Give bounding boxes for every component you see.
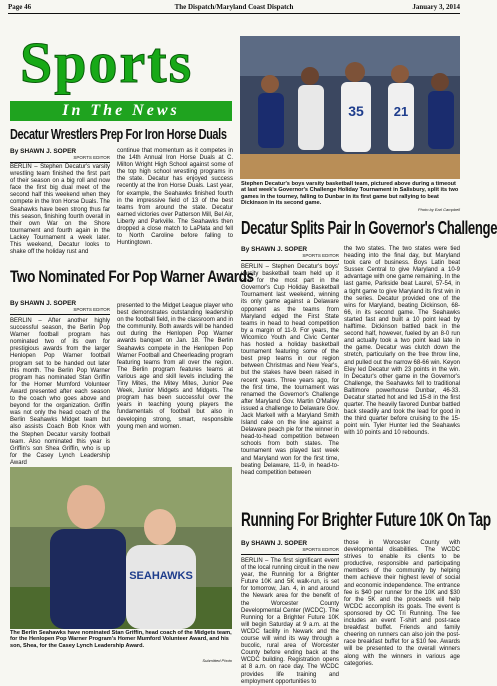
article-headline: Decatur Splits Pair In Governor's Challenge bbox=[241, 218, 497, 238]
football-photo bbox=[10, 467, 232, 629]
article-column: BERLIN – The first significant event of the local running circuit in the new year, the Running for a Brighter Future 10K and 5K walk-run, is set for tomorrow, Jan. 4, in and around the Newark area for the benefit of the Worcester County Developmental Center (WCDC). The Running for a Brighter Future 10K will begin Saturday at 9 a.m. at the WCDC facility in Newark and the course will wind its way through a bucolic, rural area of Worcester County before ending back at the WCDC building. Registration opens at 8 a.m. on race day. The WCDC provides life training and employment opportunities to bbox=[241, 558, 339, 685]
byline-role: SPORTS EDITOR bbox=[302, 547, 339, 552]
article-byline bbox=[241, 540, 339, 554]
jersey-number: 35 bbox=[348, 103, 364, 119]
photo-credit: Photo by Earl Campbell bbox=[417, 207, 460, 212]
article-column: continue that momentum as it competes in the 14th Annual Iron Horse Duals at C. Milton Wright High School against some of the top high school wrestling programs in the state. Decatur has enjoyed success recently at the Iron Horse Duals. Last year, for example, the Seahawks finished fourth in the impressive field of 13 of the best teams from around the state. Decatur earned victories over Patterson Mill, Bel Air, Liberty and Parkville. The Seahawks then dropped a close match to LaPlata and fell to North Caroline before falling to Huntingtown. bbox=[117, 148, 233, 247]
football-photo-image bbox=[10, 467, 232, 629]
article-column: presented to the Midget League player who best demonstrates outstanding leadership on the football field, in the classroom and in the community. Both awards will be handed out during the Henlopen Pop Warner awards banquet on Jan. 18. The Berlin Seahawks compete in the Henlopen Pop Warner Football and Cheerleading program featuring teams from all over the region. The Berlin program features teams at various age and skill levels including the Tiny Mites, the Mitey Mites, Junior Pee Week, Junior Midgets and Midgets. The program has been successful over the years in teaching young players the fundamentals of football but also in developing strong, smart, responsible young men and women. bbox=[117, 303, 233, 430]
jersey-text: SEAHAWKS bbox=[129, 570, 193, 582]
byline-author: By SHAWN J. SOPER bbox=[241, 540, 308, 547]
article-byline bbox=[10, 300, 110, 314]
article-column: the two states. The two states were tied heading into the final day, but Maryland took care of business. Boys Latin beat Sussex Central to give Maryland a 10-9 advantage with one game remaining. In the last game, Parkside beat Laurel, 57-54, in a tight game to give Maryland its first win in the series. Decatur provided one of the wins for Maryland, beating Dickinson, 68-66, in its second game. The Seahawks started fast and built a 10 point lead by halftime. Dickinson battled back in the second half, however, fueled by an 8-0 run and actually took a two point lead late in the game. Decatur was clutch down the stretch, particularly on the free throw line, and pulled out the narrow 68-66 win. Keyon Eley led Decatur with 23 points in the win. In Decatur's other game in the Governor's Challenge, the Seahawks fell to traditional Baltimore powerhouse Dunbar, 46-33. Decatur started hot and led 15-8 in the first quarter. The heavily favored Dunbar battled back steadily and took the lead for good in the third quarter before cruising to the 15-point win. Tyler Hunter led the Seahawks with 10 points and 10 rebounds. bbox=[344, 246, 460, 437]
article-headline: Decatur Wrestlers Prep For Iron Horse Duals bbox=[10, 126, 227, 143]
page-header bbox=[8, 3, 460, 13]
byline-role: SPORTS EDITOR bbox=[73, 155, 110, 160]
article-headline: Running For Brighter Future 10K On Tap bbox=[241, 510, 491, 531]
article-column: BERLIN – Stephen Decatur's varsity wrestling team finished the first part of their season on a big roll and now face the first big dual meet of the second half this weekend when they compete in the Iron Horse Duals. The Seahawks have been strong thus far this season, finishing fourth overall in their own War on the Shore tournament and fourth again in the Lackey Tournament a week later. This weekend, Decatur looks to shake off the holiday rust and bbox=[10, 164, 110, 256]
article-column: BERLIN – After another highly successful season, the Berlin Pop Warner football program has nominated two of its own for prestigious awards from the larger Henlopen Pop Warner football program set to be handed out later this month. The Berlin Pop Warner program has nominated Stan Griffin for the Homer Mumford Volunteer Award presented after each season to the coach who goes above and beyond for the organization. Griffin was not only the head coach of the Berlin Seahawks Midget team but also assists Coach Bob Knox with the Stephen Decatur varsity football team. Also nominated this year is Griffin's son Shea Griffin, who is up for the Casey Lynch Leadership Award bbox=[10, 318, 110, 466]
byline-role: SPORTS EDITOR bbox=[302, 253, 339, 258]
article-column: BERLIN – Stephen Decatur's boys' varsity basketball team held up it end for the most part in the Governor's Cup Holiday Basketball Tournament last weekend, winning its only game against a Delaware opponent as the teams from Maryland edged the First State teams in head to head competition by a margin of 11-9. For years, the Wicomico Youth and Civic Center has hosted a holiday basketball tournament featuring some of the best prep teams in our region between Christmas and New Year's, but the stakes have been raised in recent years. Three years ago, for the first time, the tournament was renamed the Governor's Challenge after Maryland Gov. Martin O'Malley issued a challenge to Delaware Gov. Jack Markell with a Maryland Smith Island cake on the line against a Delaware peach pie for the winner in head-to-head competition between schools from both states. The tournament was played last week and Maryland won for the first time, beating Delaware, 11-9, in head-to-head competition between bbox=[241, 264, 339, 476]
section-title: Sports bbox=[20, 30, 194, 95]
basketball-photo bbox=[240, 36, 460, 179]
byline-rule bbox=[10, 314, 110, 315]
article-byline bbox=[10, 148, 110, 162]
photo-caption: Stephen Decatur's boys varsity basketball team, pictured above during a timeout at last week's Governor's Challenge Holiday Tournament in Salisbury, split its two games in the tourney, falling to Dunbar in its first game but rallying to beat Dickinson in its second game. bbox=[241, 181, 459, 207]
photo-credit: Submitted Photo bbox=[202, 658, 232, 663]
byline-rule bbox=[10, 162, 110, 163]
issue-date: January 3, 2014 bbox=[412, 3, 460, 11]
photo-caption: The Berlin Seahawks have nominated Stan Griffin, head coach of the Midgets team, for the Henlopen Pop Warner Program's Homer Mumford Volunteer Award, and his son, Shea, for the Casey Lynch Leadership Award. bbox=[10, 630, 232, 649]
article-headline: Two Nominated For Pop Warner Awards bbox=[10, 267, 254, 286]
jersey-number: 21 bbox=[393, 104, 409, 119]
byline-author: By SHAWN J. SOPER bbox=[241, 246, 308, 253]
basketball-photo-image bbox=[240, 36, 460, 179]
page-number: Page 46 bbox=[8, 3, 32, 11]
byline-author: By SHAWN J. SOPER bbox=[10, 148, 77, 155]
article-column: those in Worcester County with developmental disabilities. The WCDC strives to enable its clients to be productive, responsible and participating members of the community by helping them achieve their highest level of social and economic independence. The entrance fee is $40 per runner for the 10K and $30 for the 5K and the proceeds will help WCDC accomplish its goals. The event is sponsored by OC Tri Running. The fee includes an event T-shirt and post-race breakfast buffet. Friends and family cheering on runners can also join the post-race breakfast buffet for a $10 fee. Awards will be presented to the overall winners along with the winners in various age categories. bbox=[344, 540, 460, 667]
byline-rule bbox=[241, 554, 339, 555]
byline-author: By SHAWN J. SOPER bbox=[10, 300, 77, 307]
publication-name: The Dispatch/Maryland Coast Dispatch bbox=[174, 3, 294, 11]
article-byline bbox=[241, 246, 339, 260]
header-rule bbox=[8, 13, 460, 14]
byline-rule bbox=[241, 260, 339, 261]
byline-role: SPORTS EDITOR bbox=[73, 307, 110, 312]
section-banner: In The News bbox=[10, 101, 232, 121]
